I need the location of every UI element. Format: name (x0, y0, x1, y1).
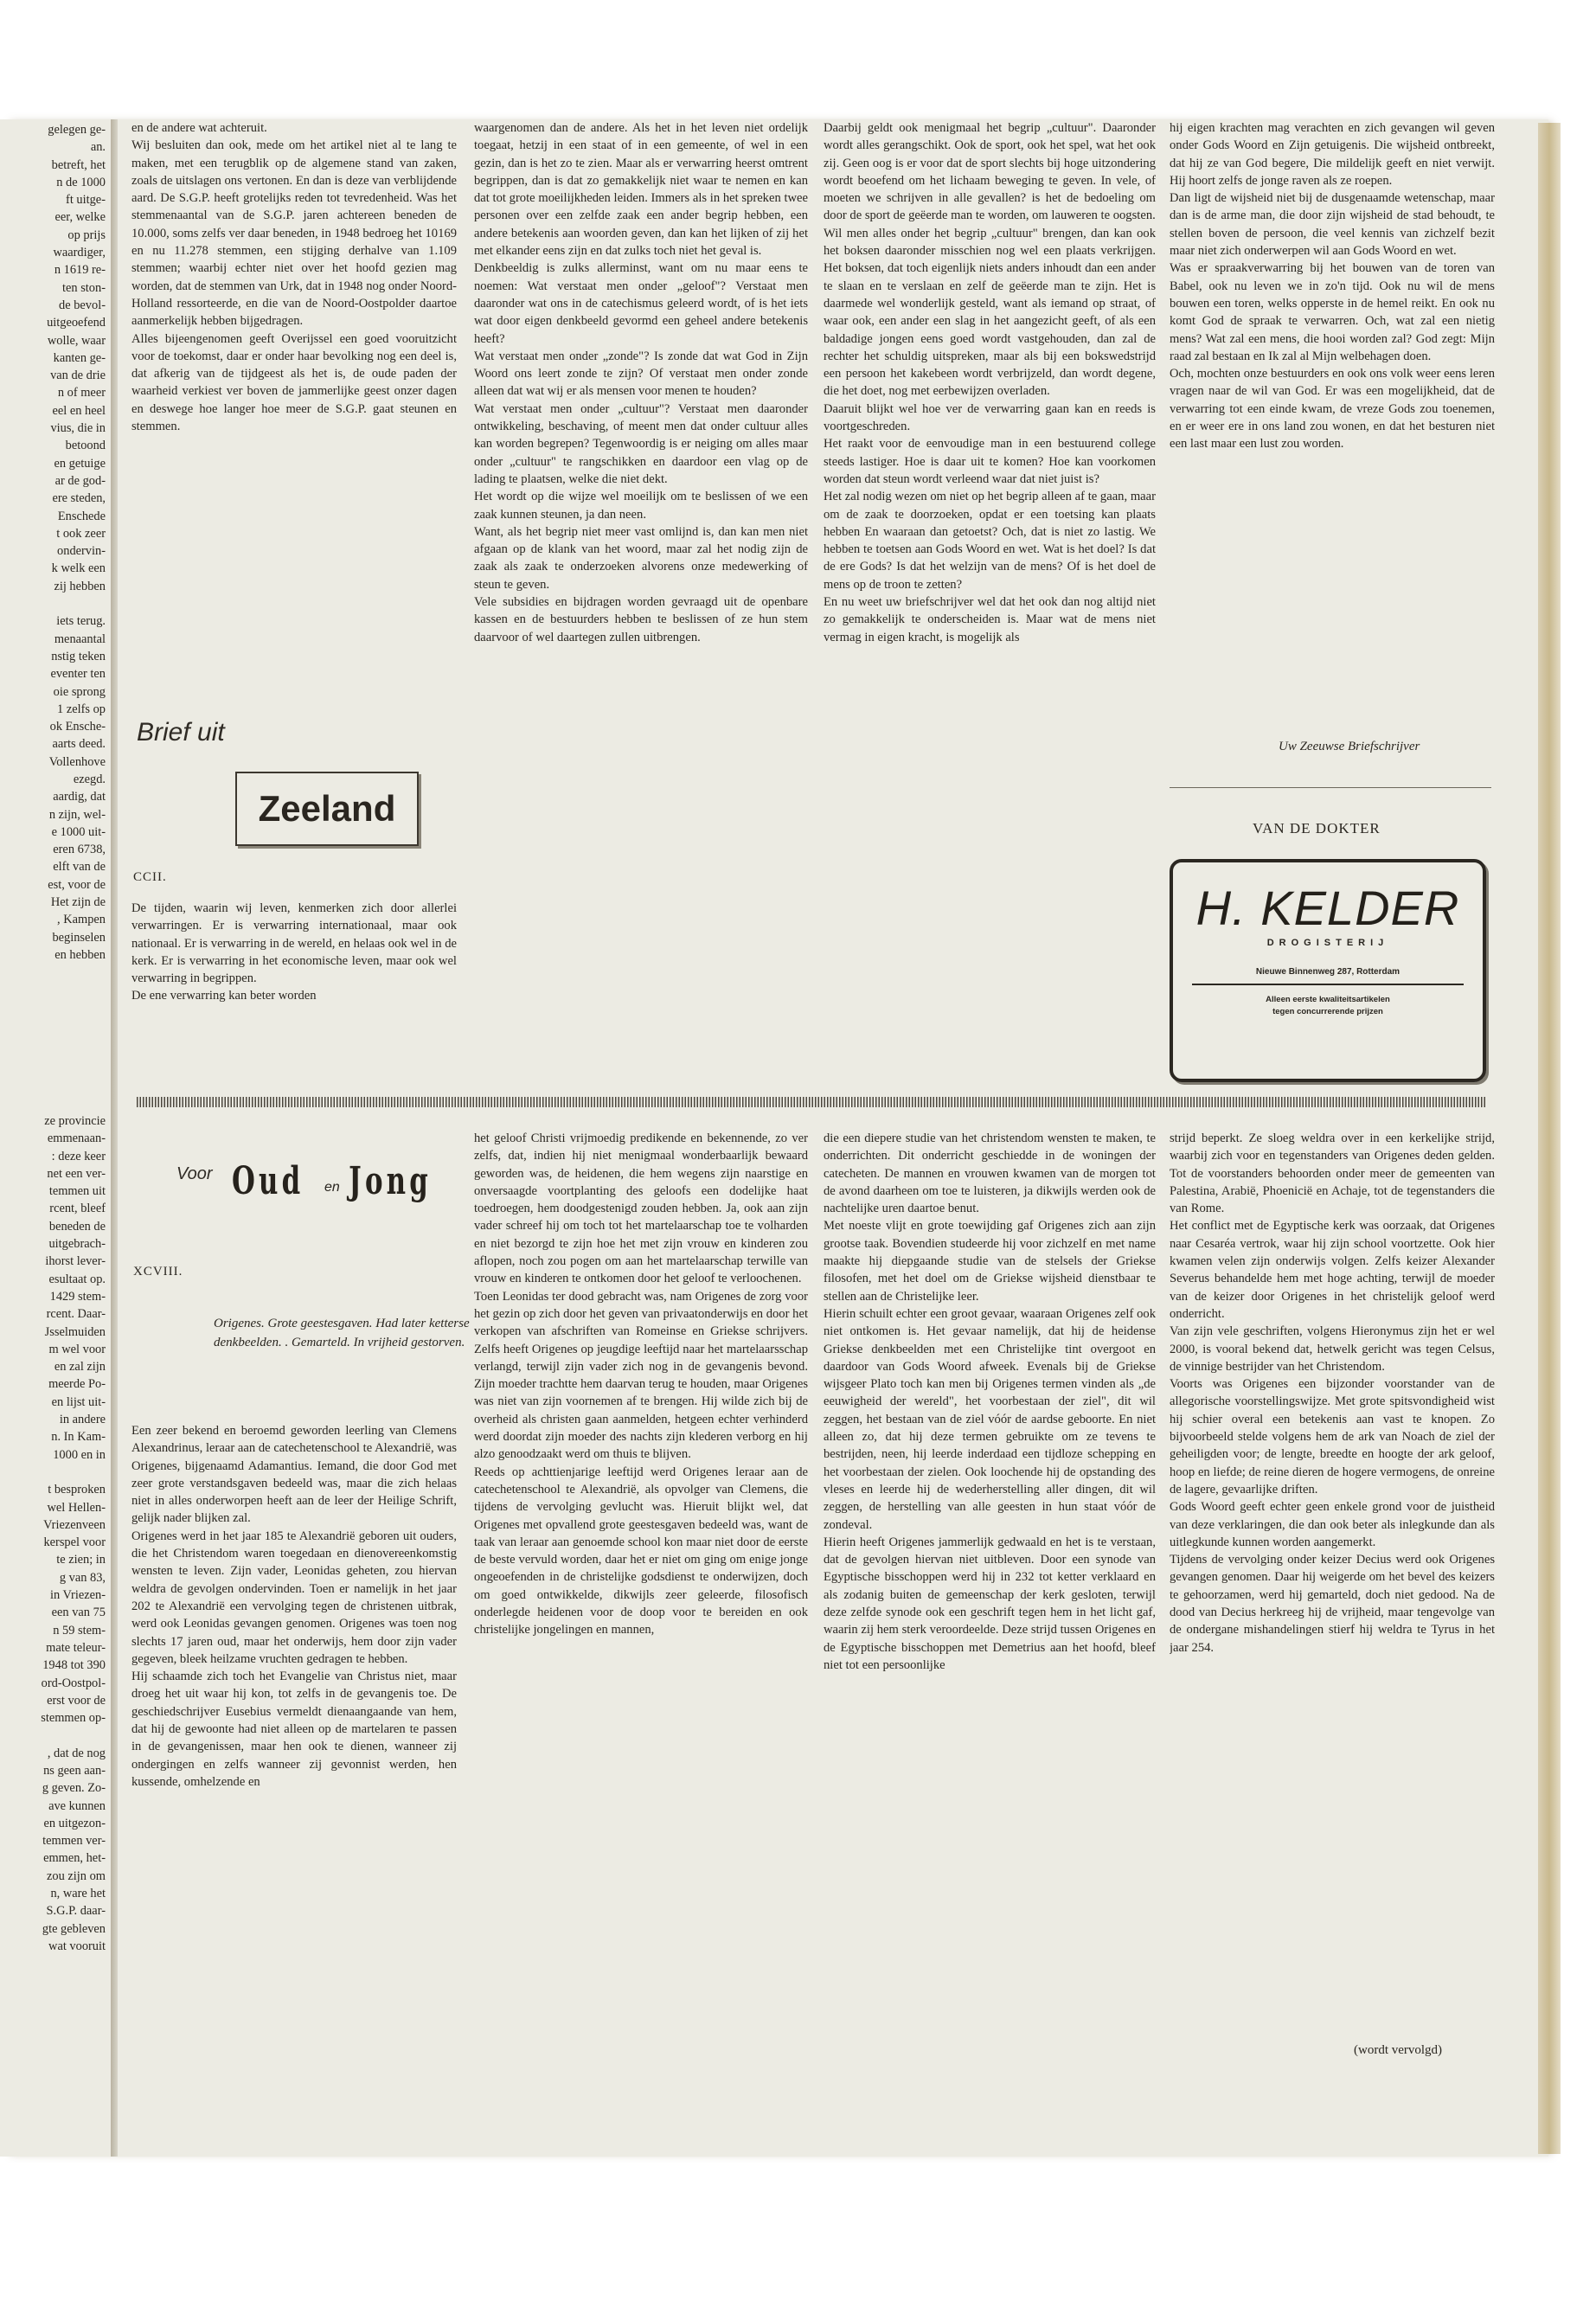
paragraph: Tijdens de vervolging onder keizer Decius werd ook Origenes gevangen genomen. Daar hij weigerde om het bevel des keizers te gehoorzamen, werd hij gemarteld, doch niet gedood. Na de dood van Decius herkreeg hij de vrijheid, maar tengevolge van de ondergane mishandelingen stierf hij weldra te Tyrus in het jaar 254. (1170, 1553, 1495, 1655)
paragraph: De tijden, waarin wij leven, kenmerken zich door allerlei verwarringen. Er is verwarring internationaal, maar ook nationaal. Er is verwarring in de wereld, en helaas ook wel in de kerk. Er is verwarring in het economische leven, maar ook wel verwarring in begrippen. (131, 901, 457, 986)
paragraph: Wat verstaat men onder „cultuur"? Verstaat men daaronder ontwikkeling, beschaving, of meent men dat onder cultuur alles kan worden begrepen? Tegenwoordig is er neiging om alles maar onder „cultuur" te rangschikken en daardoor een vlag op de lading te plaatsen, welke die niet dekt. (474, 401, 808, 486)
strip-line: t besproken (48, 1483, 106, 1497)
advert-line (1192, 984, 1464, 985)
oud-jong-number: XCVIII. (133, 1265, 183, 1279)
strip-line: aarts deed. (52, 737, 106, 752)
advert-heading: VAN DE DOKTER (1253, 820, 1381, 836)
advert-slogan-1: Alleen eerste kwaliteitsartikelen (1266, 994, 1390, 1004)
strip-line: en uitgezon- (43, 1816, 106, 1830)
strip-line: gte gebleven (42, 1921, 106, 1936)
strip-line: , dat de nog (47, 1746, 106, 1760)
strip-line: en hebben (54, 947, 106, 962)
brief-signature: Uw Zeeuwse Briefschrijver (1279, 740, 1420, 753)
paragraph: Och, mochten onze bestuurders en ook ons volk weer eens leren vragen naar de wil van God. Er was een mogelijkheid, dat de verwarring tot een einde kwam, de vreze Gods zou toenemen, en er weer ere in ons land zou wonen, en dat het besturen niet een last maar een lust zou worden. (1170, 367, 1495, 452)
paragraph: Gods Woord geeft echter geen enkele grond voor de juistheid van deze verklaringen, die dan ook beter als inlegkunde dan als uitlegkunde kunnen worden aangemerkt. (1170, 1500, 1495, 1549)
brief-col4 (1170, 119, 1495, 734)
strip-line: ft uitge- (66, 193, 106, 208)
page-gutter (111, 119, 118, 2157)
strip-line: beneden de (48, 1219, 106, 1234)
strip-line: wel Hellen- (47, 1500, 106, 1515)
brief-number: CCII. (133, 870, 167, 884)
strip-line: : deze keer (51, 1149, 106, 1163)
paragraph: Het zal nodig wezen om niet op het begrip alleen af te gaan, maar om de zaak te doorzoeken, opdat er een toetsing kan plaats hebben En waaraan dan getoetst? Och, dat is niet zo lastig. We hebben te toetsen aan Gods Woord en wet. Wat is het doel? Is dat de ere Gods? Is dat het welzijn van de mens? Of is het doel de mens op de troon te zetten? (824, 490, 1156, 592)
paragraph: Wij besluiten dan ook, mede om het artikel niet al te lang te maken, met een terugblik op de algemene stand van zaken, zoals de uitslagen ons vertonen. En dan is deze van verblijdende aard. De S.G.P. heeft grotelijks reden tot tevredenheid. Was het stemmenaantal van de S.G.P. jaren achtereen beneden de 10.000, soms zelfs ver daar beneden, in 1948 bedroeg het 10169 en nu 11.278 stemmen, een stijging derhalve van 1.109 stemmen; waarbij echter niet over het hoofd gezien mag worden, dat de stemmen van Urk, dat in 1948 nog onder Noord-Holland ressorteerde, en die van de Noord-Oostpolder daartoe aanmerkelijk hebben bijgedragen. (131, 138, 457, 329)
strip-line: oie sprong (53, 684, 106, 699)
strip-line: 1000 en in (53, 1447, 106, 1462)
paragraph: en de andere wat achteruit. (131, 121, 267, 135)
strip-line: en getuige (54, 456, 106, 471)
paragraph: Reeds op achttienjarige leeftijd werd Origenes leraar aan de catechetenschool te Alexandrië, als opvolger van Clemens, die tijdens de vervolging gevlucht was. Hieruit blijkt wel, dat Origenes met opvallend grote geestesgaven bedeeld was, want de taak van leraar aan genoemde school kon maar niet door de eerste de beste vervuld worden, daar het er niet om ging om enige jonge ongeoefenden in de christelijke godsdienst te onderwijzen, doch om goed ontwikkelde, dikwijls zeer geleerde, filosofisch onderlegde heidenen voor de doop voor te bereiden en ook christelijke jongelingen en mannen, (474, 1465, 808, 1638)
strip-line: meerde Po- (48, 1377, 106, 1392)
paragraph: Hij schaamde zich toch het Evangelie van Christus niet, maar droeg het uit waar hij kon, tot zelfs in de gevangenis toe. De geschiedschrijver Eusebius vermeldt dienaangaande van hem, dat hij de gewoonte had niet alleen op de martelaren te passen in de gevangenissen, maar hen ook te dienen, wanneer zij ondergingen en zelfs wanneer zij gevonnist werden, hen kussende, omhelzende en (131, 1670, 457, 1789)
left-strip-bottom (3, 1112, 106, 2142)
strip-line: ondervin- (57, 544, 106, 559)
strip-line: uitgeoefend (47, 316, 106, 330)
oud-jong-subtitle: Origenes. Grote geestesgaven. Had later ketterse denkbeelden. . Gemarteld. In vrijheid gestorven. (214, 1317, 470, 1349)
voor-label: Voor (176, 1164, 213, 1183)
strip-line: S.G.P. daar- (46, 1904, 106, 1919)
oud-jong-col4 (1170, 1130, 1495, 2038)
strip-line: emmen, het- (43, 1851, 106, 1866)
strip-line: mate teleur- (46, 1640, 106, 1655)
strip-line: n. In Kam- (51, 1430, 106, 1445)
paragraph: Alles bijeengenomen geeft Overijssel een goed vooruitzicht voor de toekomst, daar er onder haar bevolking nog een deel is, dat afkerig van de tijdgeest als het is, de oude paden der waarheid verkiest ver boven de jammerlijke geest onzer dagen en deswege hoe langer hoe meer de S.G.P. gaat steunen en stemmen. (131, 331, 457, 434)
strip-line: ere steden, (52, 491, 106, 506)
strip-line: wat vooruit (48, 1939, 106, 1953)
strip-line: 1429 stem- (49, 1289, 106, 1304)
left-strip-top (3, 121, 106, 1090)
strip-line: ezegd. (73, 772, 106, 786)
strip-line: m wel voor (48, 1342, 106, 1356)
paragraph: het geloof Christi vrijmoedig predikende en bekennende, zo ver zelfs, dat, indien hij niet menigmaal wonderbaarlijk bewaard geworden was, de heidenen, die hem wegens zijn naarstige en onversaagde voortplanting des geloofs een dodelijke haat toedroegen, hem doodgestenigd zouden hebben. Ja, ook aan zijn vader schreef hij om toch tot het martelaarschap toe te volharden en niet bezorgd te zijn hoe het met zijn vrouw en kinderen zou aflopen, noch zou pogen om aan het martelaarschap terwille van vrouw en kinderen te ontkomen door het geloof te verloochenen. (474, 1131, 808, 1286)
strip-line (3, 1727, 106, 1744)
strip-line: 1 zelfs op (57, 702, 106, 716)
strip-line (3, 595, 106, 612)
strip-line: eventer ten (50, 667, 106, 682)
strip-line: n 1619 re- (54, 263, 106, 278)
strip-line: in Vriezen- (50, 1588, 106, 1603)
strip-line: en lijst uit- (51, 1394, 106, 1409)
paragraph: Het raakt voor de eenvoudige man in een bestuurend college steeds lastiger. Hoe is daar uit te komen? Hoe kan voorkomen worden dat steun wordt verleend waar dat niet juist is? (824, 437, 1156, 486)
strip-line: nstig teken (51, 649, 106, 663)
advert-address: Nieuwe Binnenweg 287, Rotterdam (1255, 967, 1401, 977)
paragraph: Vele subsidies en bijdragen worden gevraagd uit de openbare kassen en de bestuurders hebben te beslissen of ze hun stem daarvoor of wel daartegen zullen uitbrengen. (474, 595, 808, 644)
paragraph: Daarbij geldt ook menigmaal het begrip „cultuur". Daaronder wordt alles gerangschikt. Ook de sport, ook het spel, wat het ook zij. Geen oog is er voor dat de sport slechts bij hoge uitzondering wordt beoefend om het lichaam beweging te geven. In vele, of moeten we schrijven in alle gevallen? is het de bedoeling om door de sport de geëerde man te worden, om lauweren te oogsten. (824, 121, 1156, 223)
strip-line: uitgebrach- (48, 1237, 106, 1252)
zeeland-title: Zeeland (258, 788, 396, 829)
zeeland-box (235, 772, 419, 846)
strip-line: , Kampen (57, 913, 106, 927)
advert-name: H. KELDER (1195, 881, 1460, 935)
paragraph: hij eigen krachten mag verachten en zich gevangen wil geven onder Gods Woord en Zijn getuigenis. Die wijsheid ontbreekt, dat hij ze van God begere, Die mildelijk geeft en niet verwijt. Hij hoort zelfs de jonge raven als ze roepen. (1170, 121, 1495, 188)
oud-jong-col3 (824, 1130, 1156, 2140)
continued-note: (wordt vervolgd) (1354, 2043, 1443, 2057)
strip-line: kerspel voor (43, 1535, 106, 1550)
strip-line: temmen uit (48, 1184, 106, 1199)
strip-line: en zal zijn (54, 1360, 106, 1375)
strip-line: eren 6738, (53, 843, 106, 857)
strip-line: op prijs (67, 228, 106, 242)
strip-line: ok Ensche- (49, 720, 106, 734)
strip-line: n 59 stem- (53, 1623, 106, 1638)
strip-line: de bevol- (59, 298, 106, 312)
strip-line: n de 1000 (56, 175, 106, 189)
paragraph: De ene verwarring kan beter worden (131, 989, 317, 1003)
strip-line: aardig, dat (53, 790, 106, 804)
divider-rule (1170, 787, 1491, 788)
brief-col3 (824, 119, 1156, 1080)
strip-line: e 1000 uit- (51, 824, 106, 839)
strip-line: g geven. Zo- (42, 1781, 106, 1796)
paragraph: Was er spraakverwarring bij het bouwen van de toren van Babel, ook nu leven we in zo'n tijd. Ook nu wil de mens bouwen een toren, welks opperste in de hemel reikt. En ook nu komt God de spraak te verwarren. Och, wat zal een nietig mens? Wat zal een mens, die hooi worden zal? God zegt: Mijn raad zal bestaan en Ik zal al Mijn welbehagen doen. (1170, 261, 1495, 363)
strip-line: waardiger, (53, 246, 106, 260)
strip-line: n zijn, wel- (48, 807, 106, 822)
strip-line: rcent, bleef (49, 1202, 106, 1216)
advert-sub: DROGISTERIJ (1266, 938, 1389, 948)
strip-line: ze provincie (44, 1114, 106, 1128)
paragraph: Daaruit blijkt wel hoe ver de verwarring gaan kan en reeds is voortgeschreden. (824, 401, 1156, 434)
strip-line: Het zijn de (50, 895, 106, 910)
paragraph: Het conflict met de Egyptische kerk was oorzaak, dat Origenes naar Cesaréa vertrok, waar hij zijn school voortzette. Ook hier kwamen velen zijn onderwijs volgen. Zelfs keizer Alexander Severus behandelde hem met hoge achting, terwijl de moeder van de keizer door Origenes in het christelijk geloof werd onderricht. (1170, 1219, 1495, 1321)
strip-line: ord-Oostpol- (41, 1676, 106, 1690)
paragraph: waargenomen dan de andere. Als het in het leven niet ordelijk toegaat, hetzij in een staat of in een gemeente, of wel in een gezin, dan is het zo te zien. Maar als er verwarring heerst omtrent begrippen, dan is dat zo gemakkelijk niet waar te nemen en kan dat tot grote moeilijkheden leiden. Immers als in het spreken twee personen over een zelfde zaak een ander begrip hebben, een andere betekenis aan woorden geven, dan kan het lijken of zij het met elkander eens zijn en dat zulks toch niet het geval is. (474, 121, 808, 259)
paragraph: En nu weet uw briefschrijver wel dat het ook dan nog altijd niet zo gemakkelijk te onderscheiden is. Maar wat de mens niet vermag in eigen kracht, is mogelijk als (824, 595, 1156, 644)
strip-line: est, voor de (48, 877, 106, 892)
brief-heading: Brief uit (137, 718, 225, 747)
paragraph: Dan ligt de wijsheid niet bij de dusgenaamde wetenschap, maar dan is de arme man, die door zijn wijsheid de stad behoudt, te stellen boven de persoon, die veel kennis van zichzelf bezit maar niet zich onderwerpen wil aan Gods Woord en wet. (1170, 191, 1495, 259)
brief-col2 (474, 119, 808, 1080)
jong-word: Jong (349, 1159, 433, 1203)
strip-line: an. (90, 140, 106, 155)
strip-line: menaantal (54, 631, 106, 646)
paragraph: die een diepere studie van het christendom wensten te maken, te onderrichten. Dit onderricht geschiedde in de woningen der catecheten. De mannen en vrouwen kwamen van de morgen tot de avond daarheen om toe te luisteren, ja dikwijls werden ook de nachtelijke uren daartoe benut. (824, 1131, 1156, 1216)
strip-line: iets terug. (56, 614, 106, 629)
strip-line: Enschede (57, 509, 106, 523)
strip-line: kanten ge- (53, 350, 106, 365)
strip-line: ihorst lever- (45, 1254, 106, 1269)
strip-line: stemmen op- (41, 1711, 106, 1726)
paragraph: Wat verstaat men onder „zonde"? Is zonde dat wat God in Zijn Woord ons leert zonde te zijn? Of verstaat men onder zonde alleen dat wat wij er als mensen voor menen te houden? (474, 349, 808, 399)
strip-line: vius, die in (50, 421, 106, 436)
brief-col1-top (131, 119, 457, 673)
strip-line: k welk een (51, 561, 106, 576)
paragraph: Het wordt op die wijze wel moeilijk om te beslissen of we een zaak kunnen steunen, ja dan neen. (474, 490, 808, 522)
section-divider (137, 1097, 1486, 1107)
strip-line: Vriezenveen (43, 1517, 106, 1532)
strip-line: zou zijn om (47, 1868, 106, 1883)
strip-line: ave kunnen (48, 1798, 106, 1813)
paragraph: Hierin heeft Origenes jammerlijk gedwaald en het is te verstaan, dat de gevolgen hiervan niet uitbleven. Door een synode van Egyptische bisschoppen werd hij in 232 tot ketter verklaard en als zodanig buiten de gemeenschap der kerk gesloten, terwijl deze zelfde synode ook een geschrift tegen hem in het licht gaf, waarin zij hem sterk veroordeelde. Deze strijd tussen Origenes en de Egyptische bisschoppen met Demetrius aan het hoofd, bleef niet tot een persoonlijke (824, 1535, 1156, 1672)
strip-line: rcent. Daar- (46, 1307, 106, 1322)
paragraph: Wil men alles onder het begrip „cultuur" brengen, dan kan ook het boksen daaronder misschien nog wel een plaats verkrijgen. Het boksen, dat toch eigenlijk niets anders inhoudt dan een ander te slaan en te verslaan en zelf de geëerde man te zijn. Het is daarmede wel wonderlijk gesteld, want als iemand op straat, of waar ook, een ander een slag in het aangezicht geeft, of als een baldadige jongen eens goed wordt vastgehouden, dan zal de rechter het schuldig uitspreken, maar als bij een bokswedstrijd een persoon het kakebeen wordt verbrijzeld, dan wordt degene, die het doet, nog met eerbewijzen overladen. (824, 226, 1156, 399)
strip-line: erst voor de (47, 1693, 106, 1708)
oud-jong-col2 (474, 1130, 808, 2140)
strip-line: temmen ver- (42, 1834, 106, 1849)
advert-slogan (1173, 994, 1483, 1018)
strip-line: Vollenhove (48, 754, 106, 769)
strip-line: n of meer (57, 386, 106, 401)
strip-line: ns geen aan- (43, 1763, 106, 1778)
paragraph: strijd beperkt. Ze sloeg weldra over in een kerkelijke strijd, waarbij zich voor en tegenstanders van Origenes deden gelden. Tot de voorstanders behoorden onder meer de gemeenten van Palestina, Arabië, Phoenicië en Achaje, tot de tegenstanders die van Rome. (1170, 1131, 1495, 1216)
strip-line: wolle, waar (47, 333, 106, 348)
paragraph: Een zeer bekend en beroemd geworden leerling van Clemens Alexandrinus, leraar aan de catechetenschool te Alexandrië, was Origenes, bijgenaamd Adamantius. Iemand, die door God met zeer grote verstandsgaven bedeeld was, maar die zich helaas niet in alles onderworpen heeft aan de leer der Heilige Schrift, gelijk nader blijken zal. (131, 1424, 457, 1526)
kelder-advert (1170, 859, 1486, 1082)
strip-line: net een ver- (47, 1166, 106, 1181)
strip-line: 1948 tot 390 (42, 1658, 106, 1673)
strip-line: emmenaan- (47, 1131, 106, 1146)
paragraph: Van zijn vele geschriften, volgens Hieronymus zijn het er wel 2000, is vooral bekend dat, hetwelk gericht was tegen Celsus, de vinnige bestrijder van het Christendom. (1170, 1324, 1495, 1374)
strip-line: eer, welke (54, 210, 106, 225)
strip-line: eel en heel (52, 403, 106, 418)
paragraph: Met noeste vlijt en grote toewijding gaf Origenes zich aan zijn grootse taak. Bovendien studeerde hij voor zichzelf en met name maakte hij diepgaande studie van de stelsels der Griekse filosofen, met het doel om de Griekse wijsheid dienstbaar te stellen aan de Christelijke leer. (824, 1219, 1156, 1304)
paragraph: Origenes werd in het jaar 185 te Alexandrië geboren uit ouders, die het Christendom waren toegedaan en dienovereenkomstig wensten te leven. Zijn vader, Leonidas geheten, zou hiervan weldra de gevolgen ondervinden. Toen er namelijk in het jaar 202 te Alexandrië een vervolging tegen de christenen uitbrak, werd ook Leonidas gevangen genomen. Origenes was toen nog slechts 17 jaren oud, maar het onderwijs, hem door zijn vader gegeven, bleek heilzame vruchten gedragen te hebben. (131, 1529, 457, 1666)
oud-word: Oud (232, 1159, 304, 1203)
en-word: en (324, 1180, 340, 1195)
paragraph: Toen Leonidas ter dood gebracht was, nam Origenes de zorg voor het gezin op zich door het geven van privaatonderwijs en door het verkopen van afschriften van Romeinse en Griekse schrijvers. Zelfs heeft Origenes op jeugdige leeftijd naar het martelaarsschap verlangd, terwijl zijn vader zich nog in de gevangenis bevond. Zijn moeder trachtte hem daarvan terug te houden, maar Origenes was niet van zijn voornemen af te brengen. Hij wilde zich bij de overheid als christen gaan aanmelden, hetgeen echter verhinderd werd doordat zijn moeder des nachts zijn klederen verborg en hij alzo genoodzaakt werd om thuis te blijven. (474, 1289, 808, 1462)
strip-line: elft van de (53, 860, 106, 875)
paragraph: Hierin schuilt echter een groot gevaar, waaraan Origenes zelf ook niet ontkomen is. Het gevaar namelijk, dat hij de heidense Griekse denkbeelden met een Christelijke tint overgoot en daardoor van Gods Woord afweek. Evenals bij de Griekse wijsgeer Plato toch kan men bij Origenes termen vinden als „de eeuwigheid der wereld", het voorbestaan der ziel", dit wil zeggen, het bestaan van de ziel vóór de aardse geboorte. En niet alleen zo, dat hij deze termen gebruikte om ze tevens te bestrijden, neen, hij leerde inderdaad een tijdloze schepping en het voorbestaan der zielen. Ook loochende hij de opstanding des vleses en leerde hij de wederherstelling aller dingen, dit wil zeggen, de herstelling van alle geesten in hun staat vóór de zondeval. (824, 1306, 1156, 1532)
strip-line: zij hebben (54, 579, 106, 593)
strip-line: beginselen (52, 930, 106, 945)
strip-line (3, 1464, 106, 1481)
strip-line: een van 75 (51, 1606, 106, 1620)
strip-line: van de drie (50, 369, 106, 383)
strip-line: in andere (59, 1413, 106, 1427)
strip-line: esultaat op. (48, 1272, 106, 1286)
paragraph: Voorts was Origenes een bijzonder voorstander van de allegorische voorstellingswijze. Met grote spitsvondigheid wist hij schier overal een betekenis aan vast te knopen. Zo bijvoorbeeld stelde volgens hem de ark van Noach de ziel der geheiligden voor; de lengte, breedte en hoogte der ark geloof, hoop en liefde; de reine dieren de hogere vermogens, de onreine de lagere, gevaarlijke driften. (1170, 1377, 1495, 1497)
strip-line: t ook zeer (56, 526, 106, 541)
strip-line: Jsselmuiden (44, 1324, 106, 1339)
strip-line: ten ston- (62, 280, 106, 295)
strip-line: te zien; in (56, 1553, 106, 1567)
advert-slogan-2: tegen concurrerende prijzen (1272, 1006, 1383, 1016)
strip-line: n, ware het (50, 1887, 106, 1901)
strip-line: ar de god- (54, 473, 106, 488)
paragraph: Want, als het begrip niet meer vast omlijnd is, dan kan men niet afgaan op de klank van het woord, maar zal het nodig zijn de zaak als zaak te onderzoeken alvorens onze medewerking of steun te geven. (474, 524, 808, 592)
strip-line: betreft, het (51, 157, 106, 172)
oud-jong-col1 (131, 1422, 457, 2140)
strip-line: gelegen ge- (48, 123, 106, 137)
strip-line: betoond (65, 439, 106, 453)
brief-col1-bottom (131, 900, 457, 1073)
strip-line: g van 83, (59, 1570, 106, 1585)
page-edge (1538, 123, 1561, 2154)
paragraph: Denkbeeldig is zulks allerminst, want om nu maar eens te noemen: Wat verstaat men onder „geloof"? Verstaat men daaronder wat ons in de catechismus geleerd wordt, of is het iets wat door eigen denkbeeld gevormd een geheel andere betekenis heeft? (474, 261, 808, 346)
